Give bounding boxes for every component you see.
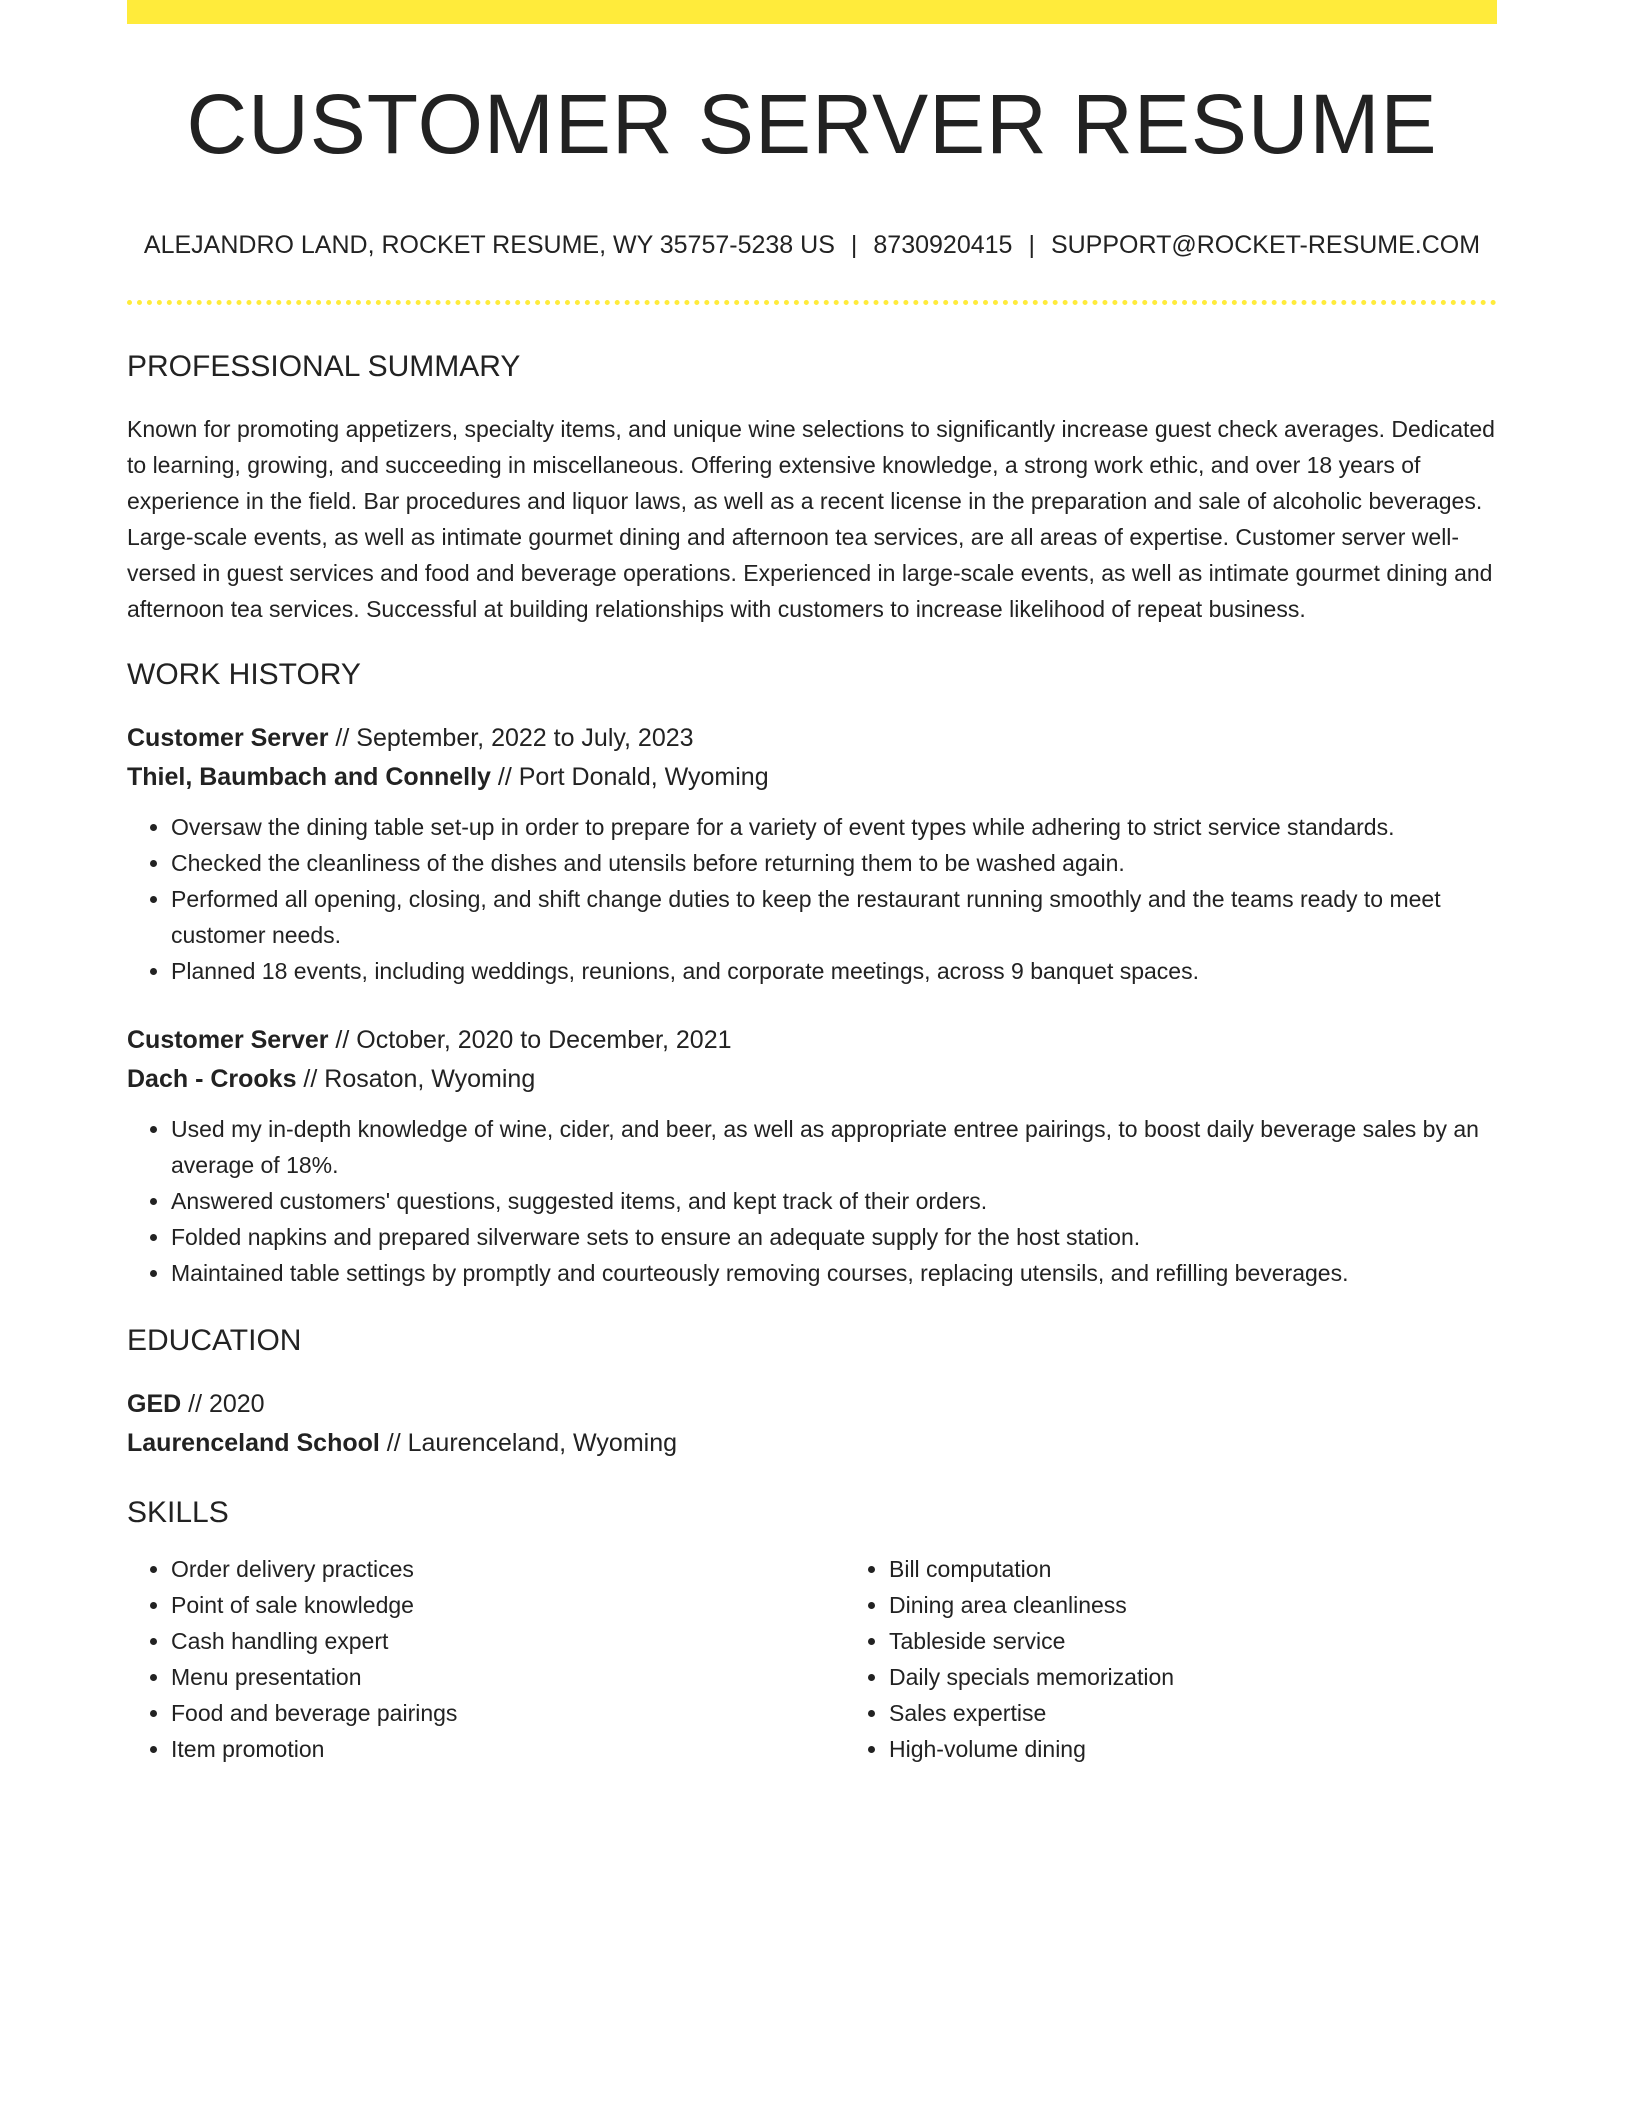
skill-item: • Daily specials memorization: [889, 1659, 1563, 1695]
contact-phone: 8730920415: [873, 231, 1013, 259]
job-bullet: • Maintained table settings by promptly and courteously removing courses, replacing utensils, and refilling beverages.: [171, 1255, 1497, 1291]
skill-item: • Dining area cleanliness: [889, 1587, 1563, 1623]
skills-column-right: [845, 1551, 1563, 1767]
education-degree-line: [127, 1385, 1497, 1424]
job-bullets: [127, 809, 1497, 989]
dotted-divider: [127, 300, 1497, 305]
job-location: // Rosaton, Wyoming: [296, 1065, 536, 1093]
education-entry: [127, 1385, 1497, 1463]
job-bullet: • Oversaw the dining table set-up in order to prepare for a variety of event types while adhering to strict service standards.: [171, 809, 1497, 845]
job-bullet: • Planned 18 events, including weddings, reunions, and corporate meetings, across 9 banquet spaces.: [171, 953, 1497, 989]
job-company-line: [127, 1060, 1497, 1099]
resume-page: [127, 0, 1497, 1767]
education-degree: GED: [127, 1390, 182, 1418]
contact-email: SUPPORT@ROCKET-RESUME.COM: [1050, 231, 1481, 259]
education-school: Laurenceland School: [127, 1429, 380, 1457]
contact-separator: |: [850, 231, 858, 259]
skills-grid: [127, 1551, 1497, 1767]
job-dates: // September, 2022 to July, 2023: [328, 724, 694, 752]
summary-text: Known for promoting appetizers, specialty items, and unique wine selections to significantly increase guest check averages. Dedicated to learning, growing, and succeeding in miscellaneous. Offering extensive knowledge, a strong work ethic, and over 18 years of experience in the field. Bar procedures and liquor laws, as well as a recent license in the preparation and sale of alcoholic beverages. Large-scale events, as well as intimate gourmet dining and afternoon tea services, are all areas of expertise. Customer server well-versed in guest services and food and beverage operations. Experienced in large-scale events, as well as intimate gourmet dining and afternoon tea services. Successful at building relationships with customers to increase likelihood of repeat business.: [127, 416, 1495, 622]
skill-item: • Menu presentation: [171, 1659, 845, 1695]
job-bullet: • Answered customers' questions, suggested items, and kept track of their orders.: [171, 1183, 1497, 1219]
job-bullet: • Used my in-depth knowledge of wine, cider, and beer, as well as appropriate entree pairings, to boost daily beverage sales by an average of 18%.: [171, 1111, 1497, 1183]
job-entry: [127, 719, 1497, 989]
contact-separator: |: [1028, 231, 1035, 259]
education-year: // 2020: [181, 1390, 265, 1418]
job-title: Customer Server: [127, 724, 329, 752]
skills-heading: SKILLS: [127, 1496, 229, 1529]
job-bullet: • Performed all opening, closing, and shift change duties to keep the restaurant running smoothly and the teams ready to meet customer needs.: [171, 881, 1497, 953]
skill-item: • High-volume dining: [889, 1731, 1563, 1767]
skill-item: • Bill computation: [889, 1551, 1563, 1587]
contact-line: [127, 230, 1497, 260]
job-entry: [127, 1021, 1497, 1291]
job-dates: // October, 2020 to December, 2021: [328, 1026, 732, 1054]
job-title: Customer Server: [127, 1026, 329, 1054]
summary-heading: PROFESSIONAL SUMMARY: [127, 350, 521, 383]
job-company: Dach - Crooks: [127, 1065, 297, 1093]
job-bullets: [127, 1111, 1497, 1291]
job-location: // Port Donald, Wyoming: [490, 763, 769, 791]
skill-item: • Order delivery practices: [171, 1551, 845, 1587]
education-school-line: [127, 1424, 1497, 1463]
skill-item: • Point of sale knowledge: [171, 1587, 845, 1623]
skill-item: • Food and beverage pairings: [171, 1695, 845, 1731]
education-heading: EDUCATION: [127, 1324, 302, 1357]
skill-item: • Cash handling expert: [171, 1623, 845, 1659]
job-bullet: • Folded napkins and prepared silverware sets to ensure an adequate supply for the host station.: [171, 1219, 1497, 1255]
job-title-line: [127, 719, 1497, 758]
job-bullet: • Checked the cleanliness of the dishes and utensils before returning them to be washed again.: [171, 845, 1497, 881]
job-title-line: [127, 1021, 1497, 1060]
skill-item: • Sales expertise: [889, 1695, 1563, 1731]
work-history-heading: WORK HISTORY: [127, 658, 361, 691]
skill-item: • Item promotion: [171, 1731, 845, 1767]
top-accent-bar: [127, 0, 1497, 24]
resume-title: CUSTOMER SERVER RESUME: [186, 77, 1438, 171]
contact-address: ALEJANDRO LAND, ROCKET RESUME, WY 35757-5238 US: [143, 231, 835, 259]
job-company: Thiel, Baumbach and Connelly: [127, 763, 491, 791]
education-location: // Laurenceland, Wyoming: [379, 1429, 677, 1457]
job-company-line: [127, 758, 1497, 797]
skill-item: • Tableside service: [889, 1623, 1563, 1659]
skills-column-left: [127, 1551, 845, 1767]
